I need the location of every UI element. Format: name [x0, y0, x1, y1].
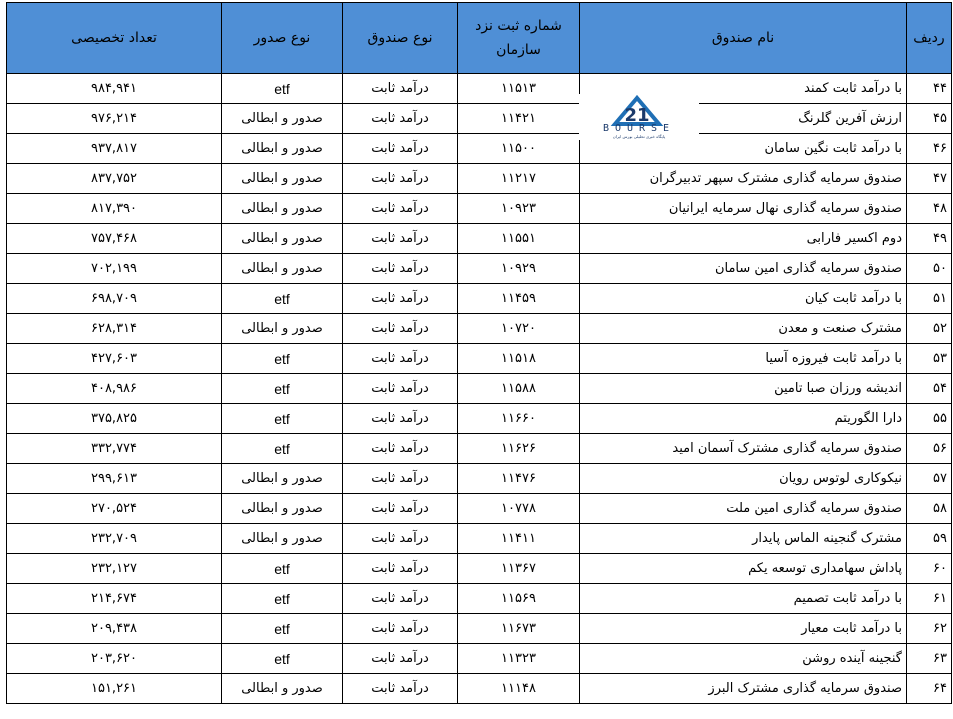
fund-name-cell: با درآمد ثابت معیار [580, 614, 907, 644]
allocated-count-cell: ۹۷۶,۲۱۴ [7, 104, 222, 134]
table-row [7, 644, 952, 674]
header-allocated-count: تعداد تخصیصی [7, 3, 222, 74]
table-row [7, 74, 952, 104]
issue-type-cell: صدور و ابطالی [222, 224, 343, 254]
fund-name-cell: گنجینه آینده روشن [580, 644, 907, 674]
table-row [7, 614, 952, 644]
logo-word: BOURSE [602, 123, 676, 134]
issue-type-cell: صدور و ابطالی [222, 674, 343, 704]
allocated-count-cell: ۲۰۳,۶۲۰ [7, 644, 222, 674]
header-fund-name: نام صندوق [580, 3, 907, 74]
bourse21-logo [579, 94, 699, 140]
issue-type-cell: etf [222, 404, 343, 434]
fund-type-cell: درآمد ثابت [343, 374, 458, 404]
registration-number-cell: ۱۱۵۱۳ [458, 74, 580, 104]
allocated-count-cell: ۳۳۲,۷۷۴ [7, 434, 222, 464]
table-row [7, 314, 952, 344]
table-body [7, 74, 952, 704]
fund-type-cell: درآمد ثابت [343, 554, 458, 584]
allocated-count-cell: ۲۱۴,۶۷۴ [7, 584, 222, 614]
table-row [7, 164, 952, 194]
allocated-count-cell: ۹۳۷,۸۱۷ [7, 134, 222, 164]
fund-type-cell: درآمد ثابت [343, 614, 458, 644]
row-number-cell: ۶۳ [907, 644, 952, 674]
issue-type-cell: etf [222, 644, 343, 674]
row-number-cell: ۴۴ [907, 74, 952, 104]
table-row [7, 674, 952, 704]
funds-table [6, 2, 952, 704]
registration-number-cell: ۱۱۱۴۸ [458, 674, 580, 704]
fund-name-cell: دارا الگوریتم [580, 404, 907, 434]
row-number-cell: ۵۳ [907, 344, 952, 374]
fund-name-cell: با درآمد ثابت کیان [580, 284, 907, 314]
allocated-count-cell: ۹۸۴,۹۴۱ [7, 74, 222, 104]
fund-type-cell: درآمد ثابت [343, 404, 458, 434]
fund-name-cell: صندوق سرمایه گذاری مشترک آسمان امید [580, 434, 907, 464]
allocated-count-cell: ۲۰۹,۴۳۸ [7, 614, 222, 644]
row-number-cell: ۴۹ [907, 224, 952, 254]
row-number-cell: ۶۰ [907, 554, 952, 584]
registration-number-cell: ۱۱۳۲۳ [458, 644, 580, 674]
table-row [7, 434, 952, 464]
fund-type-cell: درآمد ثابت [343, 74, 458, 104]
registration-number-cell: ۱۱۲۱۷ [458, 164, 580, 194]
table-row [7, 104, 952, 134]
allocated-count-cell: ۷۵۷,۴۶۸ [7, 224, 222, 254]
fund-type-cell: درآمد ثابت [343, 524, 458, 554]
row-number-cell: ۵۴ [907, 374, 952, 404]
header-registration-number [458, 3, 580, 74]
issue-type-cell: etf [222, 74, 343, 104]
allocated-count-cell: ۸۳۷,۷۵۲ [7, 164, 222, 194]
fund-name-cell: پاداش سهامداری توسعه یکم [580, 554, 907, 584]
registration-number-cell: ۱۱۵۸۸ [458, 374, 580, 404]
fund-type-cell: درآمد ثابت [343, 674, 458, 704]
registration-number-cell: ۱۱۵۱۸ [458, 344, 580, 374]
row-number-cell: ۴۵ [907, 104, 952, 134]
fund-name-cell: صندوق سرمایه گذاری مشترک سپهر تدبیرگران [580, 164, 907, 194]
table-row [7, 374, 952, 404]
table-row [7, 524, 952, 554]
fund-type-cell: درآمد ثابت [343, 284, 458, 314]
issue-type-cell: صدور و ابطالی [222, 524, 343, 554]
issue-type-cell: صدور و ابطالی [222, 494, 343, 524]
header-registration-line2: سازمان [496, 42, 541, 58]
allocated-count-cell: ۶۲۸,۳۱۴ [7, 314, 222, 344]
fund-type-cell: درآمد ثابت [343, 314, 458, 344]
fund-name-cell: با درآمد ثابت نگین سامان [580, 134, 907, 164]
table-row [7, 194, 952, 224]
row-number-cell: ۵۷ [907, 464, 952, 494]
fund-type-cell: درآمد ثابت [343, 584, 458, 614]
row-number-cell: ۵۲ [907, 314, 952, 344]
row-number-cell: ۶۲ [907, 614, 952, 644]
allocated-count-cell: ۲۹۹,۶۱۳ [7, 464, 222, 494]
issue-type-cell: etf [222, 374, 343, 404]
issue-type-cell: صدور و ابطالی [222, 464, 343, 494]
table-row [7, 464, 952, 494]
fund-name-cell: صندوق سرمایه گذاری مشترک البرز [580, 674, 907, 704]
issue-type-cell: صدور و ابطالی [222, 254, 343, 284]
row-number-cell: ۵۵ [907, 404, 952, 434]
table-row [7, 134, 952, 164]
issue-type-cell: etf [222, 434, 343, 464]
table-row [7, 254, 952, 284]
issue-type-cell: etf [222, 614, 343, 644]
fund-name-cell: با درآمد ثابت تصمیم [580, 584, 907, 614]
registration-number-cell: ۱۱۴۵۹ [458, 284, 580, 314]
row-number-cell: ۶۴ [907, 674, 952, 704]
logo-number: 21 [624, 105, 650, 126]
fund-name-cell: مشترک صنعت و معدن [580, 314, 907, 344]
registration-number-cell: ۱۱۴۲۱ [458, 104, 580, 134]
header-issue-type: نوع صدور [222, 3, 343, 74]
registration-number-cell: ۱۱۶۷۳ [458, 614, 580, 644]
row-number-cell: ۵۱ [907, 284, 952, 314]
allocated-count-cell: ۲۳۲,۱۲۷ [7, 554, 222, 584]
issue-type-cell: etf [222, 284, 343, 314]
registration-number-cell: ۱۰۹۲۳ [458, 194, 580, 224]
fund-type-cell: درآمد ثابت [343, 104, 458, 134]
fund-name-cell: دوم اکسیر فارابی [580, 224, 907, 254]
row-number-cell: ۴۶ [907, 134, 952, 164]
allocated-count-cell: ۳۷۵,۸۲۵ [7, 404, 222, 434]
fund-name-cell: مشترک گنجینه الماس پایدار [580, 524, 907, 554]
registration-number-cell: ۱۱۴۷۶ [458, 464, 580, 494]
registration-number-cell: ۱۰۷۷۸ [458, 494, 580, 524]
fund-name-cell: با درآمد ثابت فیروزه آسیا [580, 344, 907, 374]
bourse21-logo-graphic [579, 94, 699, 140]
allocated-count-cell: ۴۲۷,۶۰۳ [7, 344, 222, 374]
allocated-count-cell: ۲۳۲,۷۰۹ [7, 524, 222, 554]
fund-type-cell: درآمد ثابت [343, 644, 458, 674]
issue-type-cell: صدور و ابطالی [222, 194, 343, 224]
row-number-cell: ۶۱ [907, 584, 952, 614]
issue-type-cell: صدور و ابطالی [222, 134, 343, 164]
registration-number-cell: ۱۱۴۱۱ [458, 524, 580, 554]
table-header-row [7, 3, 952, 74]
table-row [7, 344, 952, 374]
fund-name-cell: نیکوکاری لوتوس رویان [580, 464, 907, 494]
issue-type-cell: صدور و ابطالی [222, 314, 343, 344]
allocated-count-cell: ۴۰۸,۹۸۶ [7, 374, 222, 404]
logo-tagline: پایگاه خبری تحلیلی بورس ایران [612, 134, 666, 139]
fund-name-cell: صندوق سرمایه گذاری امین سامان [580, 254, 907, 284]
row-number-cell: ۵۸ [907, 494, 952, 524]
fund-type-cell: درآمد ثابت [343, 494, 458, 524]
table-row [7, 224, 952, 254]
registration-number-cell: ۱۱۵۵۱ [458, 224, 580, 254]
header-fund-type: نوع صندوق [343, 3, 458, 74]
fund-type-cell: درآمد ثابت [343, 224, 458, 254]
table-row [7, 584, 952, 614]
allocated-count-cell: ۲۷۰,۵۲۴ [7, 494, 222, 524]
issue-type-cell: صدور و ابطالی [222, 104, 343, 134]
table-row [7, 494, 952, 524]
table-row [7, 404, 952, 434]
table-row [7, 554, 952, 584]
fund-type-cell: درآمد ثابت [343, 344, 458, 374]
allocated-count-cell: ۱۵۱,۲۶۱ [7, 674, 222, 704]
fund-name-cell: با درآمد ثابت کمند [580, 74, 907, 104]
row-number-cell: ۵۹ [907, 524, 952, 554]
fund-type-cell: درآمد ثابت [343, 194, 458, 224]
registration-number-cell: ۱۱۳۶۷ [458, 554, 580, 584]
registration-number-cell: ۱۱۶۶۰ [458, 404, 580, 434]
allocated-count-cell: ۷۰۲,۱۹۹ [7, 254, 222, 284]
row-number-cell: ۴۷ [907, 164, 952, 194]
registration-number-cell: ۱۰۷۲۰ [458, 314, 580, 344]
fund-name-cell: ارزش آفرین گلرنگ [580, 104, 907, 134]
registration-number-cell: ۱۰۹۲۹ [458, 254, 580, 284]
fund-type-cell: درآمد ثابت [343, 254, 458, 284]
fund-name-cell: اندیشه ورزان صبا تامین [580, 374, 907, 404]
issue-type-cell: صدور و ابطالی [222, 164, 343, 194]
header-registration-line1: شماره ثبت نزد [475, 18, 562, 34]
issue-type-cell: etf [222, 584, 343, 614]
fund-type-cell: درآمد ثابت [343, 164, 458, 194]
registration-number-cell: ۱۱۵۰۰ [458, 134, 580, 164]
fund-type-cell: درآمد ثابت [343, 464, 458, 494]
row-number-cell: ۴۸ [907, 194, 952, 224]
table-row [7, 284, 952, 314]
fund-name-cell: صندوق سرمایه گذاری نهال سرمایه ایرانیان [580, 194, 907, 224]
fund-name-cell: صندوق سرمایه گذاری امین ملت [580, 494, 907, 524]
issue-type-cell: etf [222, 554, 343, 584]
registration-number-cell: ۱۱۵۶۹ [458, 584, 580, 614]
row-number-cell: ۵۶ [907, 434, 952, 464]
fund-type-cell: درآمد ثابت [343, 134, 458, 164]
allocated-count-cell: ۶۹۸,۷۰۹ [7, 284, 222, 314]
header-row-number: ردیف [907, 3, 952, 74]
issue-type-cell: etf [222, 344, 343, 374]
fund-type-cell: درآمد ثابت [343, 434, 458, 464]
row-number-cell: ۵۰ [907, 254, 952, 284]
allocated-count-cell: ۸۱۷,۳۹۰ [7, 194, 222, 224]
registration-number-cell: ۱۱۶۲۶ [458, 434, 580, 464]
